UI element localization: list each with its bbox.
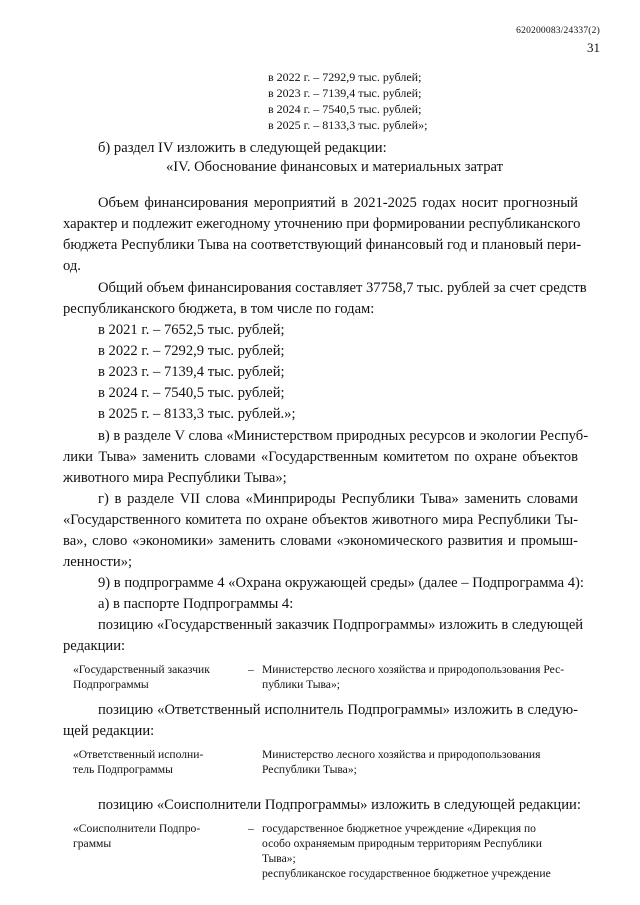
section-instruction: б) раздел IV изложить в следующей редакции:: [98, 140, 387, 156]
paragraph-line: республиканского бюджета, в том числе по годам:: [63, 301, 375, 317]
table-value: Республики Тыва»;: [262, 763, 357, 776]
table-label: «Соисполнители Подпро-: [73, 822, 201, 835]
table-label: тель Подпрограммы: [73, 763, 173, 776]
list-item: в 2022 г. – 7292,9 тыс. рублей;: [98, 343, 285, 359]
paragraph-line: ва», слово «экономики» заменить словами «экономического развития и промыш-: [63, 533, 578, 549]
table-label: Подпрограммы: [73, 678, 149, 691]
paragraph-line: характер и подлежит ежегодному уточнению при формировании республиканского: [63, 216, 581, 232]
table-value: республиканское государственное бюджетное учреждение: [262, 867, 551, 880]
table-value: государственное бюджетное учреждение «Дирекция по: [262, 822, 536, 835]
list-item: в 2024 г. – 7540,5 тыс. рублей;: [268, 102, 422, 116]
table-value: особо охраняемым природным территориям Республики: [262, 837, 542, 850]
table-value: публики Тыва»;: [262, 678, 340, 691]
paragraph-line: лики Тыва» заменить словами «Государственным комитетом по охране объектов: [63, 449, 578, 465]
paragraph-line: Объем финансирования мероприятий в 2021-2025 годах носит прогнозный: [98, 195, 578, 211]
paragraph-line: 9) в подпрограмме 4 «Охрана окружающей среды» (далее – Подпрограмма 4):: [98, 575, 584, 591]
paragraph-line: ленности»;: [63, 554, 133, 570]
document-number: 620200083/24337(2): [516, 26, 600, 36]
list-item: в 2022 г. – 7292,9 тыс. рублей;: [268, 70, 422, 84]
page-number: 31: [587, 40, 600, 55]
table-value: Министерство лесного хозяйства и природопользования: [262, 748, 541, 761]
list-item: в 2025 г. – 8133,3 тыс. рублей»;: [268, 118, 428, 132]
list-item: в 2024 г. – 7540,5 тыс. рублей;: [98, 385, 285, 401]
paragraph-line: г) в разделе VII слова «Минприроды Республики Тыва» заменить словами: [98, 491, 578, 507]
paragraph-line: позицию «Соисполнители Подпрограммы» изложить в следующей редакции:: [98, 797, 581, 813]
list-item: в 2021 г. – 7652,5 тыс. рублей;: [98, 322, 285, 338]
paragraph-line: редакции:: [63, 638, 126, 654]
table-dash: –: [248, 822, 254, 835]
list-item: в 2023 г. – 7139,4 тыс. рублей;: [98, 364, 285, 380]
table-dash: –: [248, 663, 254, 676]
paragraph-line: од.: [63, 258, 81, 274]
paragraph-line: Общий объем финансирования составляет 37758,7 тыс. рублей за счет средств: [98, 280, 587, 296]
list-item: в 2025 г. – 8133,3 тыс. рублей.»;: [98, 406, 296, 422]
section-title: «IV. Обоснование финансовых и материальных затрат: [166, 159, 503, 175]
paragraph-line: бюджета Республики Тыва на соответствующий финансовый год и плановый пери-: [63, 237, 582, 253]
paragraph-line: в) в разделе V слова «Министерством природных ресурсов и экологии Респуб-: [98, 428, 589, 444]
table-value: Министерство лесного хозяйства и природопользования Рес-: [262, 663, 565, 676]
list-item: в 2023 г. – 7139,4 тыс. рублей;: [268, 86, 422, 100]
paragraph-line: позицию «Государственный заказчик Подпрограммы» изложить в следующей: [98, 617, 584, 633]
table-value: Тыва»;: [262, 852, 296, 865]
paragraph-line: животного мира Республики Тыва»;: [63, 470, 287, 486]
paragraph-line: позицию «Ответственный исполнитель Подпрограммы» изложить в следую-: [98, 702, 578, 718]
table-label: «Государственный заказчик: [73, 663, 210, 676]
paragraph-line: «Государственного комитета по охране объектов животного мира Республики Ты-: [63, 512, 578, 528]
paragraph-line: щей редакции:: [63, 723, 155, 739]
table-label: «Ответственный исполни-: [73, 748, 204, 761]
table-label: граммы: [73, 837, 112, 850]
paragraph-line: а) в паспорте Подпрограммы 4:: [98, 596, 294, 612]
